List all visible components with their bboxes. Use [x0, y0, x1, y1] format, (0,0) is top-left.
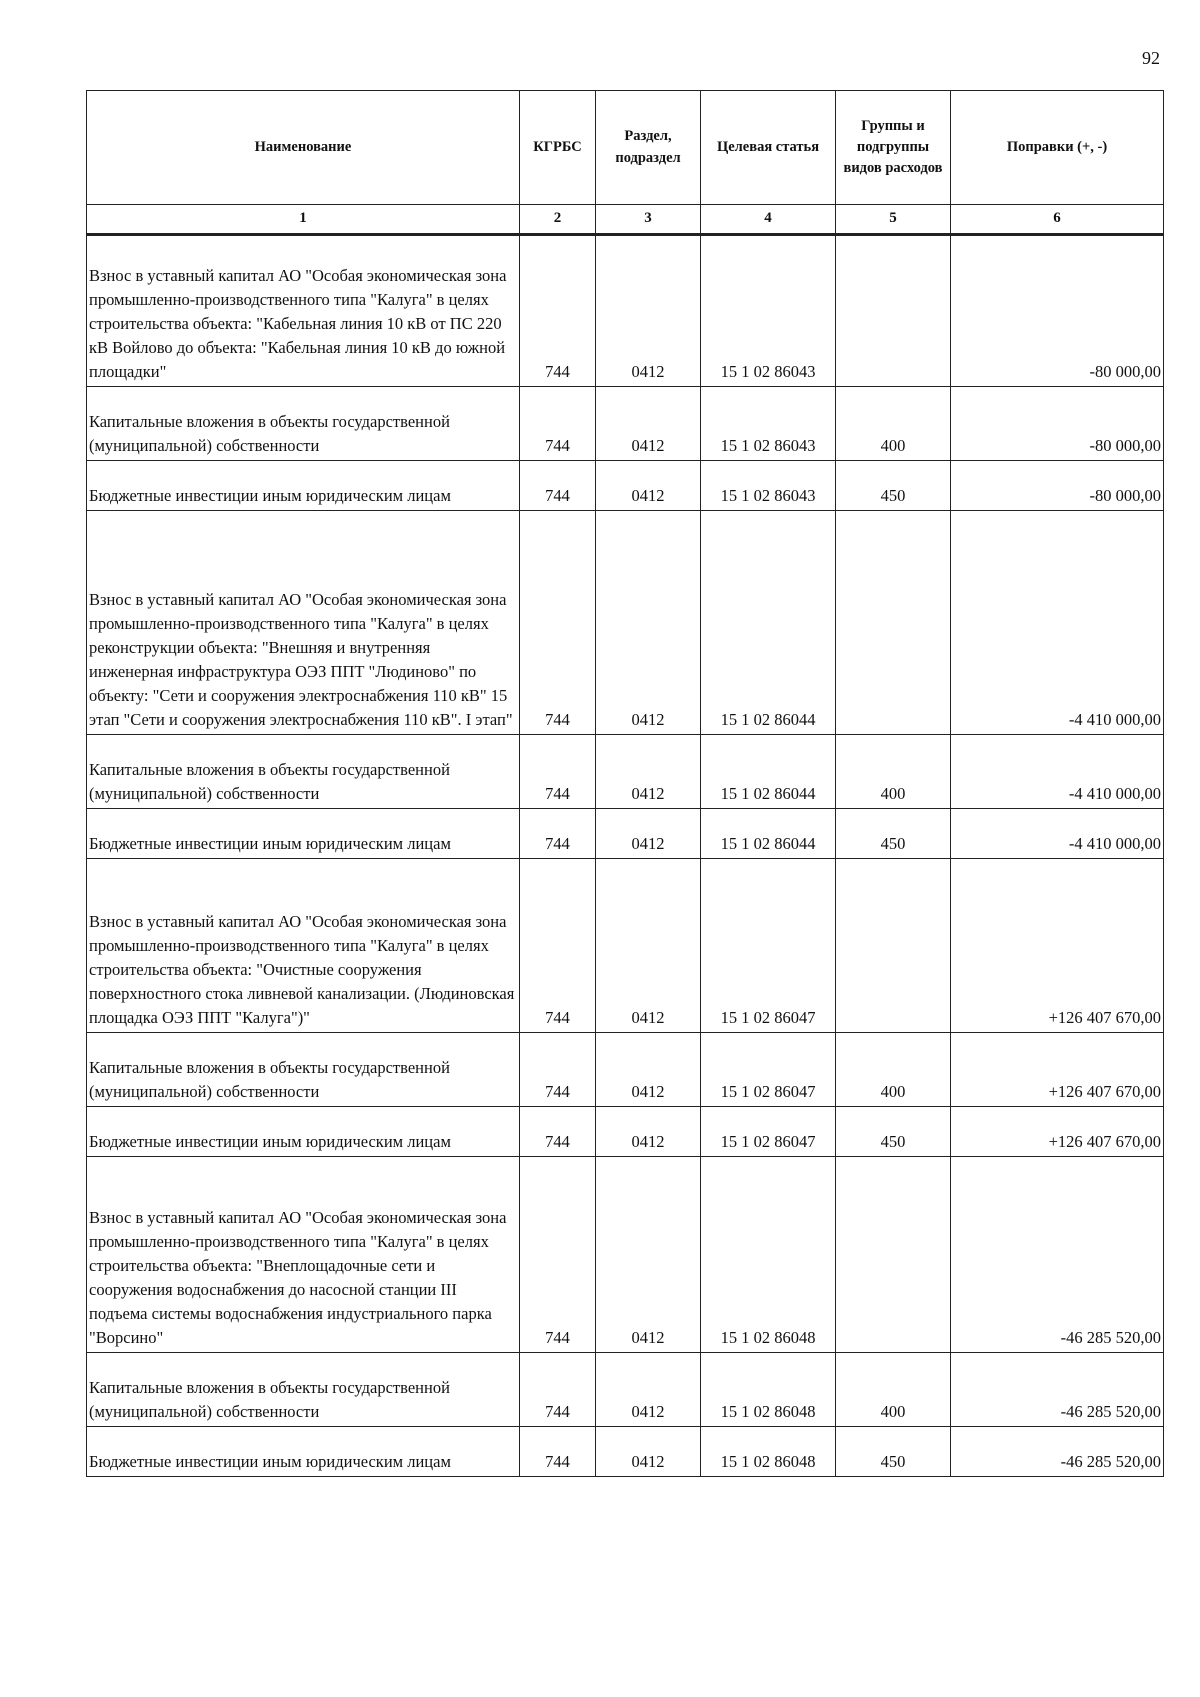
row-name: Капитальные вложения в объекты государственной (муниципальной) собственности: [87, 1353, 520, 1427]
row-group: 450: [836, 1427, 951, 1477]
row-amount: -4 410 000,00: [951, 511, 1164, 735]
column-number: 1: [87, 205, 520, 235]
row-group: 450: [836, 809, 951, 859]
row-amount: -80 000,00: [951, 387, 1164, 461]
row-section: 0412: [596, 387, 701, 461]
row-amount: +126 407 670,00: [951, 1107, 1164, 1157]
header-groups: Группы и подгруппы видов расходов: [836, 91, 951, 205]
row-section: 0412: [596, 511, 701, 735]
row-section: 0412: [596, 1353, 701, 1427]
table-row: [87, 1353, 1164, 1427]
table-row: [87, 461, 1164, 511]
header-section: Раздел, подраздел: [596, 91, 701, 205]
row-target: 15 1 02 86047: [701, 1107, 836, 1157]
row-group: [836, 511, 951, 735]
row-name: Капитальные вложения в объекты государственной (муниципальной) собственности: [87, 1033, 520, 1107]
table-row: [87, 735, 1164, 809]
row-group: [836, 1157, 951, 1353]
row-kgrbs: 744: [520, 1033, 596, 1107]
row-target: 15 1 02 86048: [701, 1427, 836, 1477]
row-name: Капитальные вложения в объекты государственной (муниципальной) собственности: [87, 735, 520, 809]
table-row: [87, 1033, 1164, 1107]
row-section: 0412: [596, 735, 701, 809]
table-row: [87, 809, 1164, 859]
table-row: [87, 387, 1164, 461]
row-group: 400: [836, 387, 951, 461]
row-name: Взнос в уставный капитал АО "Особая экономическая зона промышленно-производственного типа "Калуга" в целях строительства объекта: "Кабельная линия 10 кВ от ПС 220 кВ Войлово до объекта: "Кабельная линия 10 кВ до южной площадки": [87, 235, 520, 387]
header-name: Наименование: [87, 91, 520, 205]
row-kgrbs: 744: [520, 1427, 596, 1477]
row-group: 450: [836, 1107, 951, 1157]
row-group: [836, 859, 951, 1033]
row-section: 0412: [596, 1107, 701, 1157]
row-group: 400: [836, 735, 951, 809]
table-row: [87, 235, 1164, 387]
row-kgrbs: 744: [520, 735, 596, 809]
row-kgrbs: 744: [520, 809, 596, 859]
row-name: Бюджетные инвестиции иным юридическим лицам: [87, 461, 520, 511]
row-kgrbs: 744: [520, 461, 596, 511]
row-target: 15 1 02 86043: [701, 387, 836, 461]
table-row: [87, 859, 1164, 1033]
row-section: 0412: [596, 1033, 701, 1107]
row-section: 0412: [596, 461, 701, 511]
row-amount: +126 407 670,00: [951, 1033, 1164, 1107]
row-target: 15 1 02 86047: [701, 859, 836, 1033]
column-number: 3: [596, 205, 701, 235]
column-number: 4: [701, 205, 836, 235]
row-section: 0412: [596, 859, 701, 1033]
row-target: 15 1 02 86047: [701, 1033, 836, 1107]
row-group: [836, 235, 951, 387]
row-kgrbs: 744: [520, 1107, 596, 1157]
row-kgrbs: 744: [520, 1157, 596, 1353]
row-target: 15 1 02 86044: [701, 511, 836, 735]
row-name: Бюджетные инвестиции иным юридическим лицам: [87, 809, 520, 859]
row-amount: -46 285 520,00: [951, 1157, 1164, 1353]
column-number: 5: [836, 205, 951, 235]
column-number: 2: [520, 205, 596, 235]
row-section: 0412: [596, 809, 701, 859]
row-amount: -4 410 000,00: [951, 809, 1164, 859]
row-group: 400: [836, 1353, 951, 1427]
row-amount: -80 000,00: [951, 461, 1164, 511]
budget-table: [86, 90, 1164, 1477]
row-amount: +126 407 670,00: [951, 859, 1164, 1033]
row-name: Бюджетные инвестиции иным юридическим лицам: [87, 1107, 520, 1157]
row-group: 400: [836, 1033, 951, 1107]
row-name: Капитальные вложения в объекты государственной (муниципальной) собственности: [87, 387, 520, 461]
header-amendments: Поправки (+, -): [951, 91, 1164, 205]
row-name: Бюджетные инвестиции иным юридическим лицам: [87, 1427, 520, 1477]
row-name: Взнос в уставный капитал АО "Особая экономическая зона промышленно-производственного типа "Калуга" в целях реконструкции объекта: "Внешняя и внутренняя инженерная инфраструктура ОЭЗ ППТ "Людиново" по объекту: "Сети и сооружения электроснабжения 110 кВ" 15 этап "Сети и сооружения электроснабжения 110 кВ". I этап": [87, 511, 520, 735]
row-amount: -80 000,00: [951, 235, 1164, 387]
row-kgrbs: 744: [520, 387, 596, 461]
table-row: [87, 1427, 1164, 1477]
row-group: 450: [836, 461, 951, 511]
table-row: [87, 511, 1164, 735]
row-target: 15 1 02 86048: [701, 1157, 836, 1353]
row-kgrbs: 744: [520, 511, 596, 735]
row-kgrbs: 744: [520, 859, 596, 1033]
row-target: 15 1 02 86043: [701, 461, 836, 511]
row-section: 0412: [596, 1157, 701, 1353]
table-row: [87, 1157, 1164, 1353]
row-section: 0412: [596, 235, 701, 387]
row-amount: -46 285 520,00: [951, 1353, 1164, 1427]
column-number-row: [87, 205, 1164, 235]
header-target: Целевая статья: [701, 91, 836, 205]
row-kgrbs: 744: [520, 1353, 596, 1427]
column-number: 6: [951, 205, 1164, 235]
row-target: 15 1 02 86044: [701, 809, 836, 859]
table-row: [87, 1107, 1164, 1157]
row-name: Взнос в уставный капитал АО "Особая экономическая зона промышленно-производственного типа "Калуга" в целях строительства объекта: "Внеплощадочные сети и сооружения водоснабжения до насосной станции III подъема системы водоснабжения индустриального парка "Ворсино": [87, 1157, 520, 1353]
row-section: 0412: [596, 1427, 701, 1477]
row-target: 15 1 02 86048: [701, 1353, 836, 1427]
header-row: [87, 91, 1164, 205]
row-target: 15 1 02 86043: [701, 235, 836, 387]
row-kgrbs: 744: [520, 235, 596, 387]
row-amount: -46 285 520,00: [951, 1427, 1164, 1477]
page-number: 92: [1142, 48, 1160, 68]
row-target: 15 1 02 86044: [701, 735, 836, 809]
header-kgrbs: КГРБС: [520, 91, 596, 205]
row-amount: -4 410 000,00: [951, 735, 1164, 809]
row-name: Взнос в уставный капитал АО "Особая экономическая зона промышленно-производственного типа "Калуга" в целях строительства объекта: "Очистные сооружения поверхностного стока ливневой канализации. (Людиновская площадка ОЭЗ ППТ "Калуга")": [87, 859, 520, 1033]
